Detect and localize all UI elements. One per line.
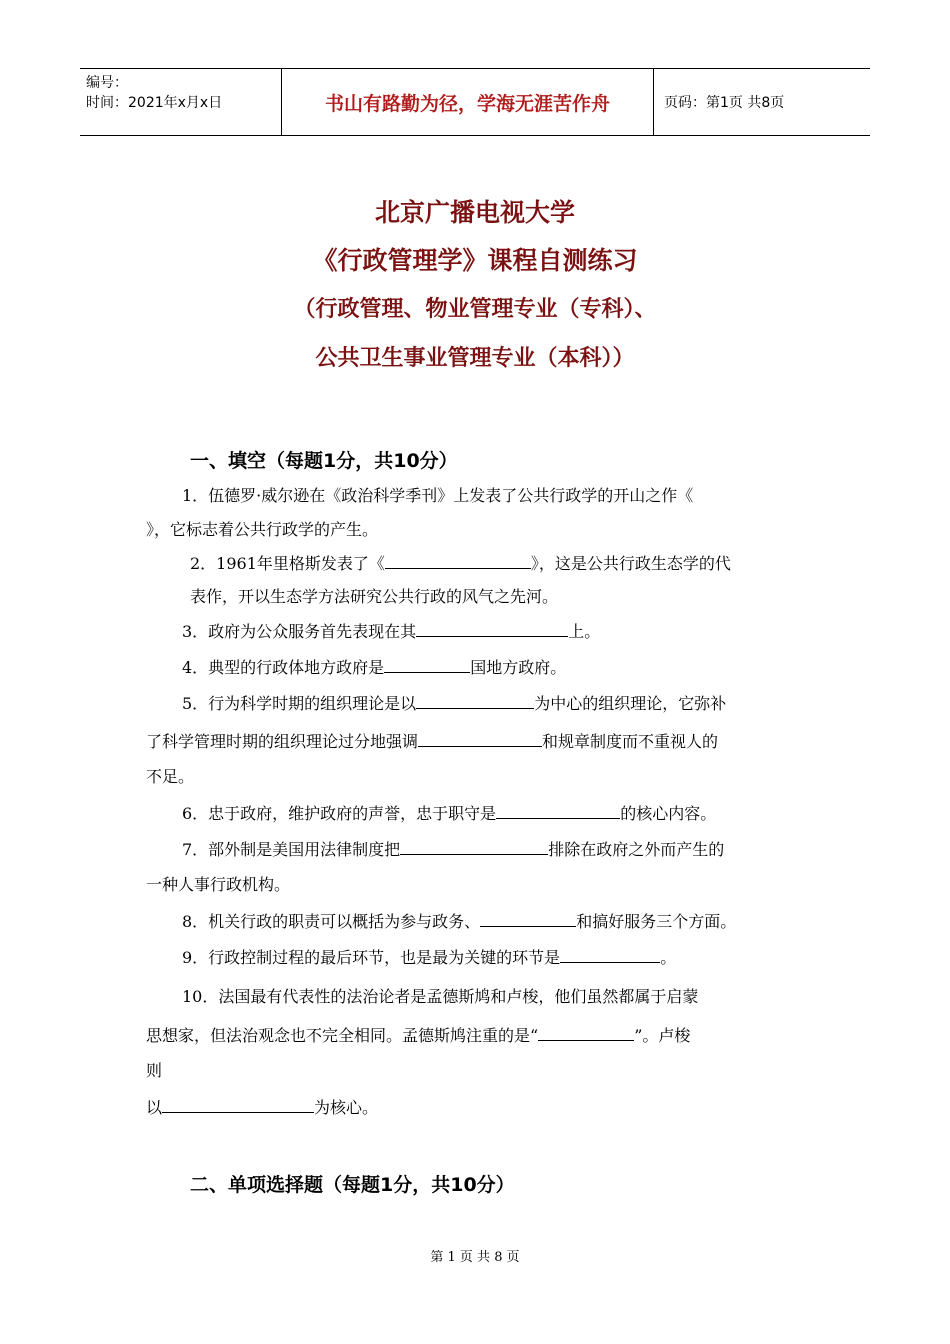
question-5-line-2 bbox=[146, 730, 718, 753]
question-1-line-1: 1．伍德罗·威尔逊在《政治科学季刊》上发表了公共行政学的开山之作《 bbox=[182, 486, 694, 505]
answer-blank[interactable] bbox=[496, 802, 620, 819]
title-majors-2: 公共卫生事业管理专业（本科）） bbox=[315, 346, 635, 371]
answer-blank[interactable] bbox=[538, 1024, 634, 1041]
question-9-text-a: 9．行政控制过程的最后环节，也是最为关键的环节是 bbox=[182, 948, 561, 967]
question-2-line-2: 表作，开以生态学方法研究公共行政的风气之先河。 bbox=[190, 587, 559, 606]
header-page-info: 页码：第1页 共8页 bbox=[664, 95, 785, 111]
question-10-text-d: 为核心。 bbox=[314, 1098, 379, 1117]
question-10-line-1: 10．法国最有代表性的法治论者是孟德斯鸠和卢梭，他们虽然都属于启蒙 bbox=[182, 987, 699, 1006]
question-5-text-b: 为中心的组织理论，它弥补 bbox=[534, 694, 727, 713]
question-8 bbox=[182, 910, 736, 933]
question-1-line-2: 》，它标志着公共行政学的产生。 bbox=[146, 520, 379, 539]
question-5-line-1 bbox=[182, 692, 726, 715]
answer-blank[interactable] bbox=[416, 620, 568, 637]
question-7-text-a: 7．部外制是美国用法律制度把 bbox=[182, 840, 401, 859]
question-4 bbox=[182, 656, 566, 679]
answer-blank[interactable] bbox=[560, 946, 660, 963]
answer-blank[interactable] bbox=[418, 730, 542, 747]
page-header bbox=[80, 68, 870, 136]
header-meta bbox=[80, 69, 282, 135]
answer-blank[interactable] bbox=[385, 552, 531, 569]
section1-heading: 一、填空（每题1分，共10分） bbox=[190, 450, 458, 472]
question-5-text-c: 了科学管理时期的组织理论过分地强调 bbox=[146, 732, 419, 751]
question-10-line-4 bbox=[146, 1096, 378, 1119]
question-10-text-c: 以 bbox=[146, 1098, 163, 1117]
title-majors-1: （行政管理、物业管理专业（专科）、 bbox=[293, 297, 657, 322]
number-label: 编号： bbox=[86, 75, 128, 91]
question-5-line-3: 不足。 bbox=[146, 767, 195, 786]
question-4-text-a: 4．典型的行政体地方政府是 bbox=[182, 658, 385, 677]
title-course: 《行政管理学》课程自测练习 bbox=[312, 246, 638, 275]
question-2-line-1 bbox=[190, 552, 731, 575]
answer-blank[interactable] bbox=[480, 910, 576, 927]
question-7-line-1 bbox=[182, 838, 724, 861]
header-motto: 书山有路勤为径，学海无涯苦作舟 bbox=[282, 69, 654, 135]
answer-blank[interactable] bbox=[400, 838, 548, 855]
question-3-text-b: 上。 bbox=[568, 622, 601, 641]
question-5-text-d: 和规章制度而不重视人的 bbox=[542, 732, 719, 751]
question-2-text-a: 2．1961年里格斯发表了《 bbox=[190, 554, 385, 573]
question-10-text-b: ”。卢梭 bbox=[634, 1026, 691, 1045]
question-5-text-a: 5．行为科学时期的组织理论是以 bbox=[182, 694, 417, 713]
question-7-line-2: 一种人事行政机构。 bbox=[146, 875, 291, 894]
question-2-text-b: 》，这是公共行政生态学的代 bbox=[530, 554, 731, 573]
answer-blank[interactable] bbox=[384, 656, 470, 673]
question-9 bbox=[182, 946, 676, 969]
question-10-line-3: 则 bbox=[146, 1061, 163, 1080]
question-8-text-b: 和搞好服务三个方面。 bbox=[576, 912, 737, 931]
question-8-text-a: 8．机关行政的职责可以概括为参与政务、 bbox=[182, 912, 481, 931]
page-footer: 第 1 页 共 8 页 bbox=[430, 1250, 520, 1265]
question-6-text-a: 6．忠于政府，维护政府的声誉，忠于职守是 bbox=[182, 804, 497, 823]
question-4-text-b: 国地方政府。 bbox=[470, 658, 567, 677]
question-9-text-b: 。 bbox=[660, 948, 677, 967]
question-10-text-a: 思想家，但法治观念也不完全相同。孟德斯鸠注重的是“ bbox=[146, 1026, 539, 1045]
question-3-text-a: 3．政府为公众服务首先表现在其 bbox=[182, 622, 417, 641]
question-7-text-b: 排除在政府之外而产生的 bbox=[548, 840, 725, 859]
question-10-line-2 bbox=[146, 1024, 690, 1047]
question-6-text-b: 的核心内容。 bbox=[620, 804, 717, 823]
title-university: 北京广播电视大学 bbox=[374, 198, 575, 227]
section2-heading: 二、单项选择题（每题1分，共10分） bbox=[190, 1174, 515, 1196]
answer-blank[interactable] bbox=[416, 692, 534, 709]
answer-blank[interactable] bbox=[162, 1096, 314, 1113]
time-label: 时间：2021年x月x日 bbox=[86, 95, 223, 111]
question-6 bbox=[182, 802, 716, 825]
question-3 bbox=[182, 620, 600, 643]
